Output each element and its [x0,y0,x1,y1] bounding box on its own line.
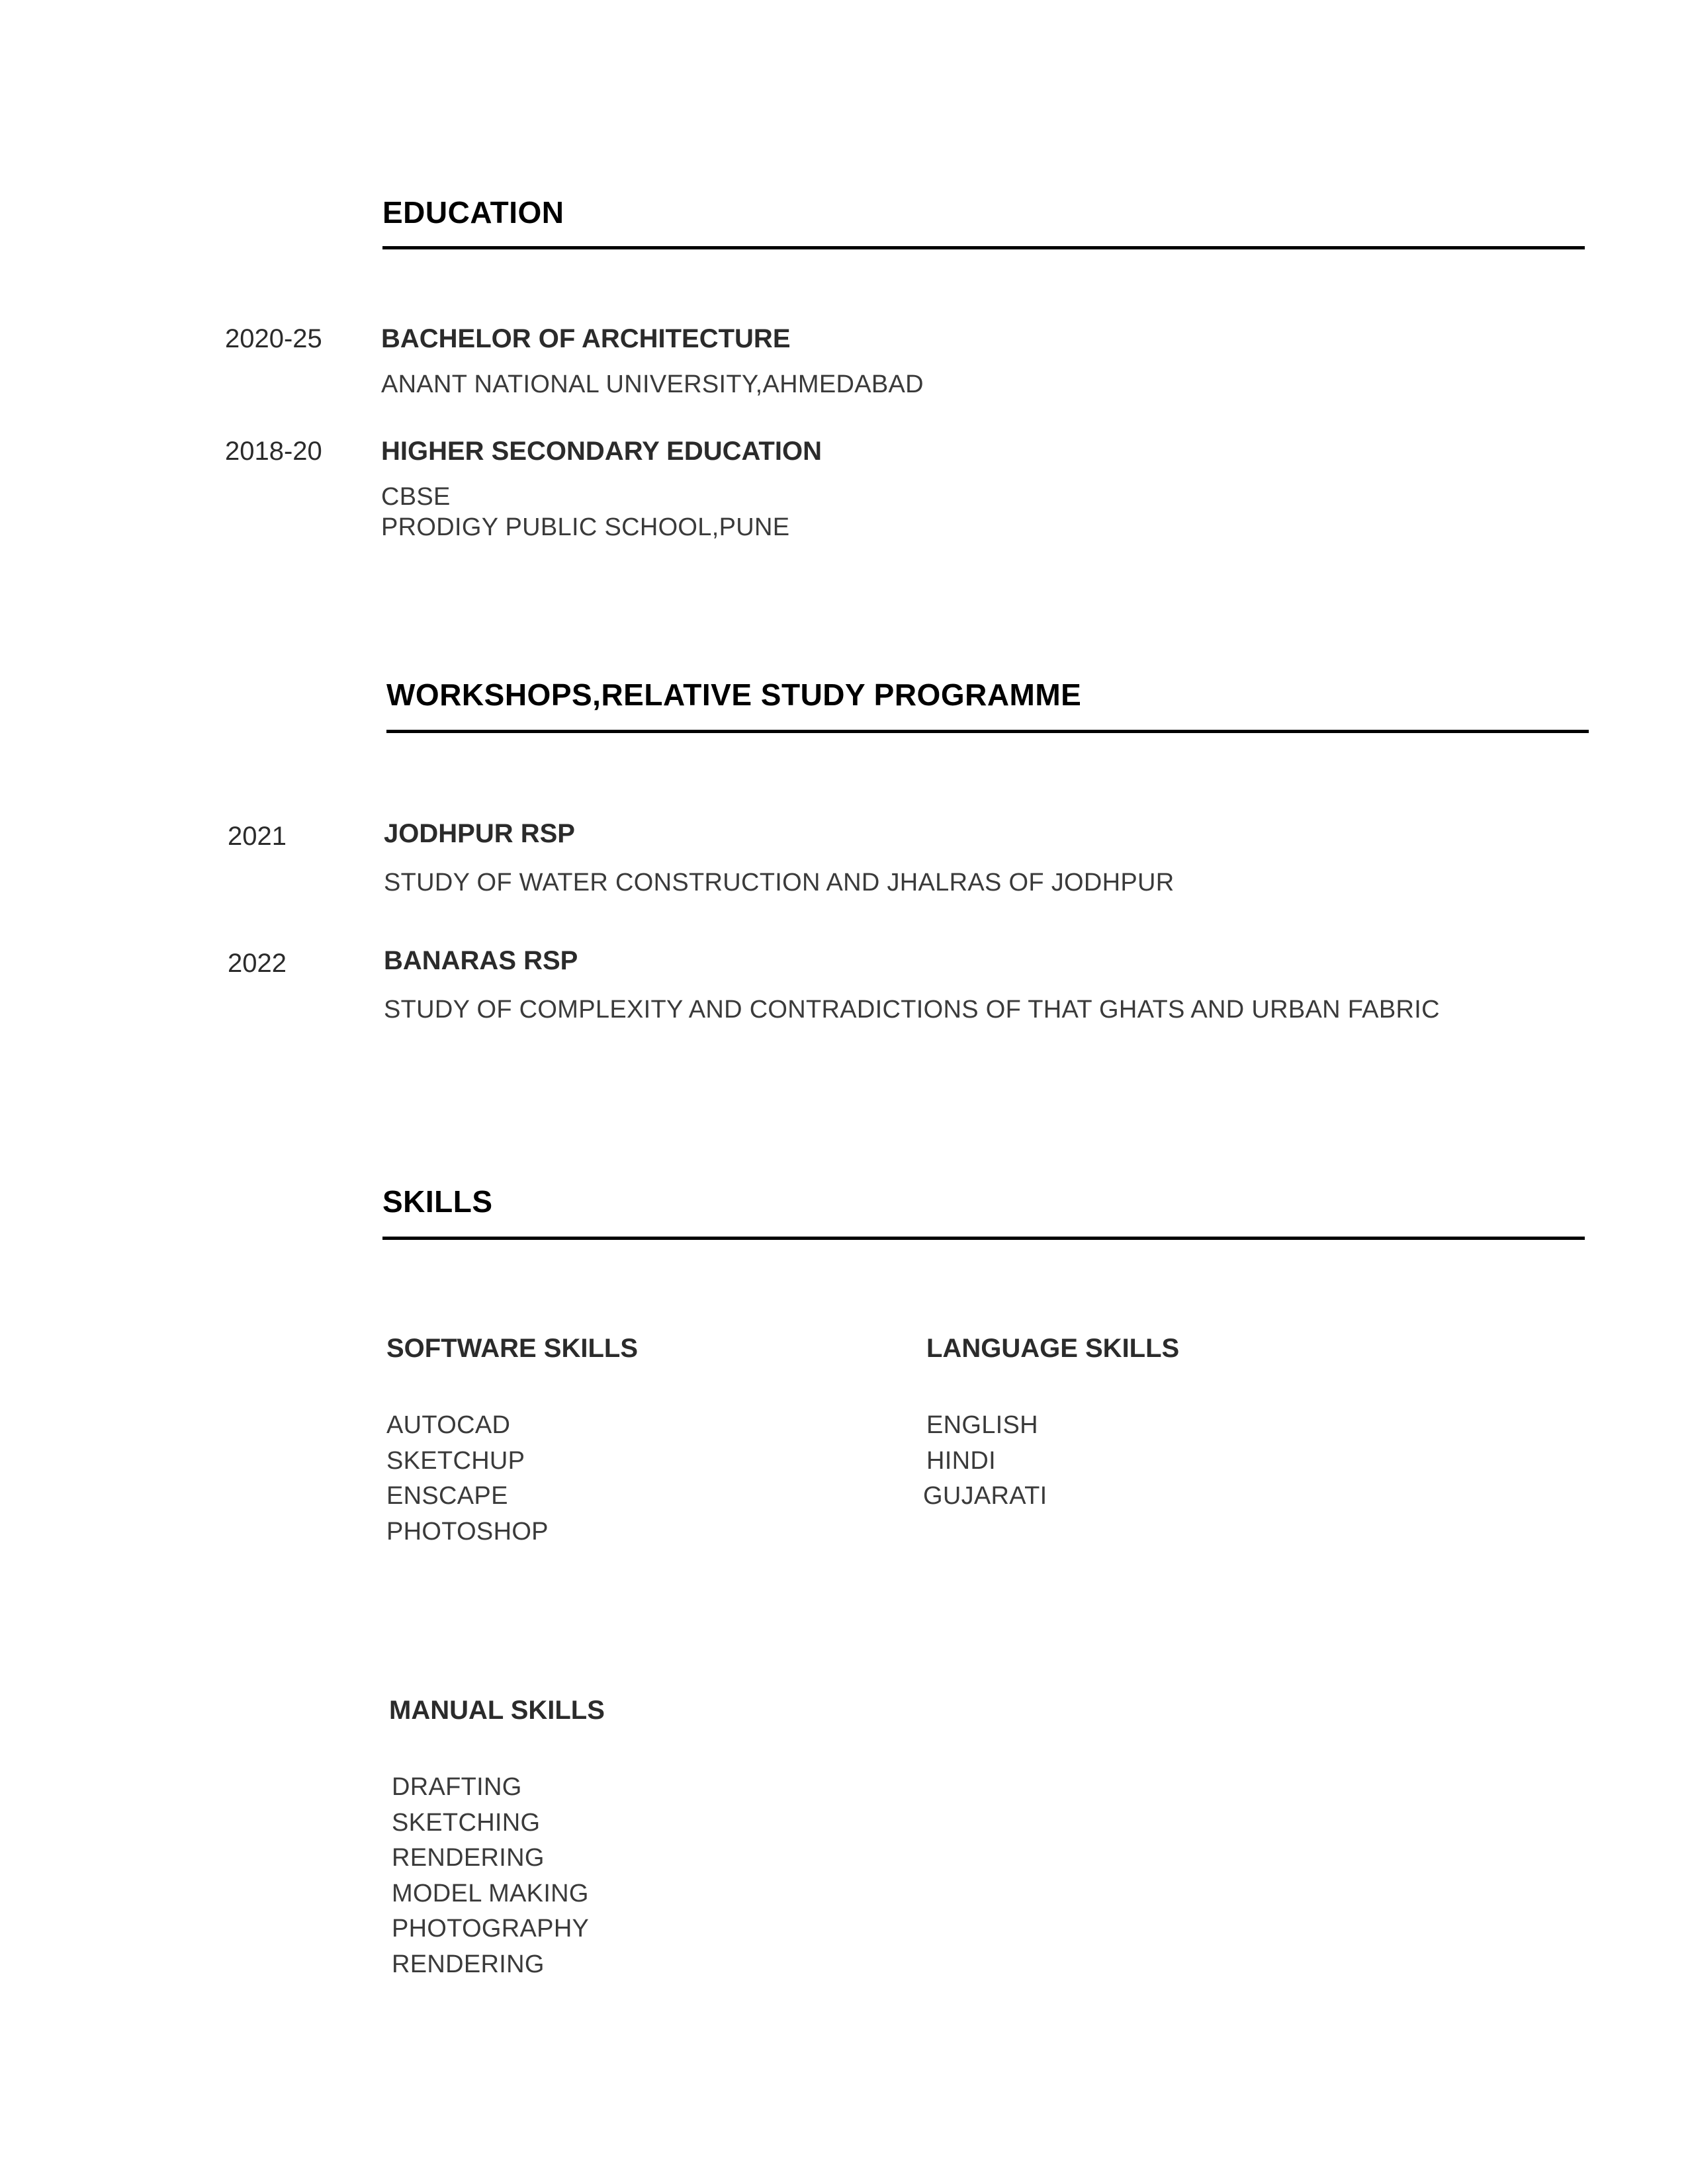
manual-skill-item: PHOTOGRAPHY [392,1915,590,1943]
language-skill-item: HINDI [926,1446,996,1475]
software-skill-item: PHOTOSHOP [386,1517,549,1546]
language-skill-item: GUJARATI [923,1482,1047,1510]
workshop-description-1: STUDY OF WATER CONSTRUCTION AND JHALRAS OF JODHPUR [384,869,1175,896]
manual-skill-item: RENDERING [392,1844,545,1872]
software-skill-item: SKETCHUP [386,1446,525,1475]
workshop-title-1: JODHPUR RSP [384,819,575,848]
workshop-year-1: 2021 [228,822,287,851]
language-skills-list [923,1408,1047,1514]
manual-skill-item: MODEL MAKING [392,1879,589,1907]
manual-skills-heading: MANUAL SKILLS [389,1696,605,1725]
workshops-heading: WORKSHOPS,RELATIVE STUDY PROGRAMME [386,677,1082,712]
skills-divider [382,1237,1585,1240]
education-degree-2: HIGHER SECONDARY EDUCATION [381,437,822,466]
workshop-year-2: 2022 [228,949,287,978]
education-heading: EDUCATION [382,195,564,230]
education-board-2: CBSE [381,483,451,511]
manual-skill-item: DRAFTING [392,1773,522,1801]
workshop-description-2: STUDY OF COMPLEXITY AND CONTRADICTIONS OF THAT GHATS AND URBAN FABRIC [384,996,1440,1024]
education-institution-2: PRODIGY PUBLIC SCHOOL,PUNE [381,513,790,541]
manual-skill-item: RENDERING [392,1950,545,1978]
education-year-2: 2018-20 [225,437,322,466]
manual-skill-item: SKETCHING [392,1808,541,1837]
software-skills-list [386,1408,549,1550]
workshops-divider [386,730,1589,733]
software-skill-item: AUTOCAD [386,1411,511,1439]
workshop-title-2: BANARAS RSP [384,946,578,975]
software-skills-heading: SOFTWARE SKILLS [386,1334,638,1363]
education-institution-1: ANANT NATIONAL UNIVERSITY,AHMEDABAD [381,371,924,398]
language-skills-heading: LANGUAGE SKILLS [926,1334,1180,1363]
language-skill-item: ENGLISH [926,1411,1038,1439]
education-degree-1: BACHELOR OF ARCHITECTURE [381,324,791,353]
manual-skills-list [392,1770,589,1982]
skills-heading: SKILLS [382,1184,493,1219]
education-year-1: 2020-25 [225,324,322,353]
software-skill-item: ENSCAPE [386,1482,508,1510]
education-divider [382,246,1585,249]
